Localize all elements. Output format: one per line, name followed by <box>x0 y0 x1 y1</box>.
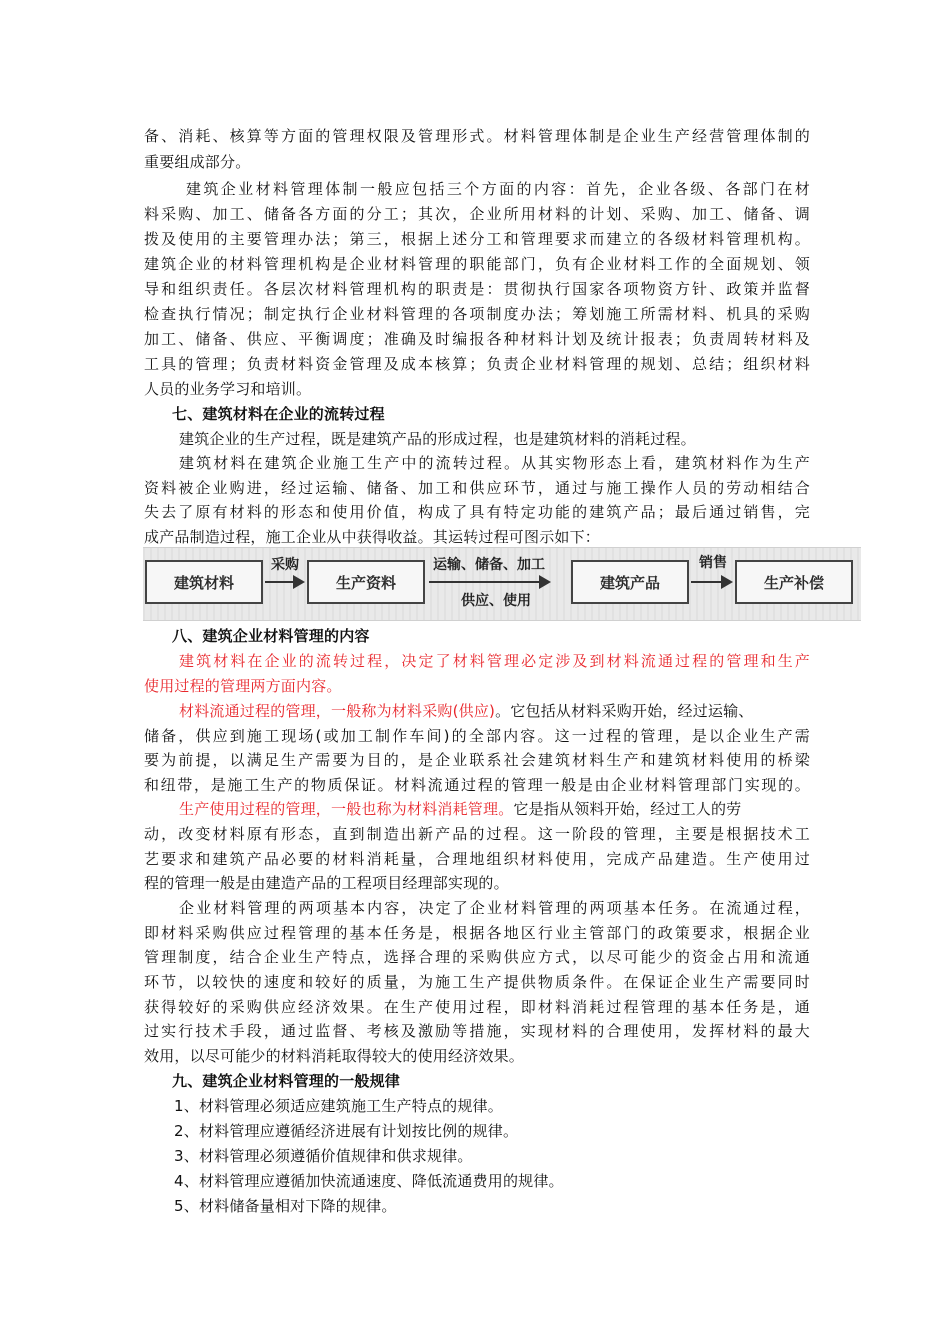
text-line: 重要组成部分。 <box>144 153 251 171</box>
text-line: 资料被企业购进，经过运输、储备、加工和供应环节，通过与施工操作人员的劳动相结合 <box>144 479 810 497</box>
text-line <box>179 800 810 819</box>
text-line: 环节，以较快的速度和较好的质量，为施工生产提供物质条件。在保证企业生产需要同时 <box>144 973 810 991</box>
text-line: 效用，以尽可能少的材料消耗取得较大的使用经济效果。 <box>144 1047 525 1065</box>
text-line: 建筑材料在企业的流转过程，决定了材料管理必定涉及到材料流通过程的管理和生产 <box>179 652 810 670</box>
text-line: 工具的管理；负责材料资金管理及成本核算；负责企业材料管理的规划、总结；组织材料 <box>144 355 810 373</box>
flow-label-transport: 运输、储备、加工 <box>433 557 545 573</box>
text-line: 导和组织责任。各层次材料管理机构的职责是：贯彻执行国家各项物资方针、政策并监督 <box>144 280 810 298</box>
highlight-text: 材料流通过程的管理，一般称为材料采购(供应) <box>179 702 496 720</box>
flow-label-sales: 销售 <box>699 555 727 571</box>
highlight-text: 生产使用过程的管理，一般也称为材料消耗管理。 <box>179 800 514 818</box>
text-line: 建筑材料在建筑企业施工生产中的流转过程。从其实物形态上看，建筑材料作为生产 <box>179 454 810 472</box>
flow-arrow-icon <box>429 581 549 583</box>
list-item: 4、材料管理应遵循加快流通速度、降低流通费用的规律。 <box>174 1172 564 1190</box>
text-line: 建筑企业材料管理体制一般应包括三个方面的内容：首先，企业各级、各部门在材 <box>186 180 810 198</box>
flow-box-production-compensation: 生产补偿 <box>735 560 853 604</box>
list-item: 5、材料储备量相对下降的规律。 <box>174 1197 397 1215</box>
flow-label-purchase: 采购 <box>271 557 299 573</box>
text-line: 检查执行情况；制定执行企业材料管理的各项制度办法；筹划施工所需材料、机具的采购 <box>144 305 810 323</box>
text-line: 获得较好的采购供应经济效果。在生产使用过程，即材料消耗过程管理的基本任务是，通 <box>144 998 810 1016</box>
text-line: 建筑企业的材料管理机构是企业材料管理的职能部门，负有企业材料工作的全面规划、领 <box>144 255 810 273</box>
text-line: 备、消耗、核算等方面的管理权限及管理形式。材料管理体制是企业生产经营管理体制的 <box>144 127 810 145</box>
text-line: 动，改变材料原有形态，直到制造出新产品的过程。这一阶段的管理，主要是根据技术工 <box>144 825 810 843</box>
text-line: 储备，供应到施工现场(或加工制作车间)的全部内容。这一过程的管理，是以企业生产需 <box>144 727 810 745</box>
text-line: 要为前提，以满足生产需要为目的，是企业联系社会建筑材料生产和建筑材料使用的桥梁 <box>144 751 810 769</box>
section-heading: 九、建筑企业材料管理的一般规律 <box>172 1072 401 1090</box>
text-line: 成产品制造过程，施工企业从中获得收益。其运转过程可图示如下： <box>144 528 601 546</box>
text-line: 人员的业务学习和培训。 <box>144 380 312 398</box>
text-line: 企业材料管理的两项基本内容，决定了企业材料管理的两项基本任务。在流通过程， <box>179 899 810 917</box>
text-line: 即材料采购供应过程管理的基本任务是，根据各地区行业主管部门的政策要求，根据企业 <box>144 924 810 942</box>
flow-box-production-materials: 生产资料 <box>307 560 425 604</box>
flow-box-building-materials: 建筑材料 <box>145 560 263 604</box>
flow-box-building-products: 建筑产品 <box>571 560 689 604</box>
section-heading: 七、建筑材料在企业的流转过程 <box>172 405 385 423</box>
text-line: 管理制度，结合企业生产特点，选择合理的采购供应方式，以尽可能少的资金占用和流通 <box>144 948 810 966</box>
flow-arrow-icon <box>265 581 303 583</box>
list-item: 1、材料管理必须适应建筑施工生产特点的规律。 <box>174 1097 503 1115</box>
text-line: 料采购、加工、储备各方面的分工；其次，企业所用材料的计划、采购、加工、储备、调 <box>144 205 810 223</box>
section-heading: 八、建筑企业材料管理的内容 <box>172 627 370 645</box>
text-line: 加工、储备、供应、平衡调度；准确及时编报各种材料计划及统计报表；负责周转材料及 <box>144 330 810 348</box>
text-span: 。它包括从材料采购开始，经过运输、 <box>495 702 754 720</box>
list-item: 2、材料管理应遵循经济进展有计划按比例的规律。 <box>174 1122 519 1140</box>
text-line: 程的管理一般是由建造产品的工程项目经理部实现的。 <box>144 874 509 892</box>
text-line: 过实行技术手段，通过监督、考核及激励等措施，实现材料的合理使用，发挥材料的最大 <box>144 1022 810 1040</box>
text-line: 拨及使用的主要管理办法；第三，根据上述分工和管理要求而建立的各级材料管理机构。 <box>144 230 810 248</box>
text-line <box>179 702 810 721</box>
text-line: 失去了原有材料的形态和使用价值，构成了具有特定功能的建筑产品；最后通过销售，完 <box>144 503 810 521</box>
text-line: 使用过程的管理两方面内容。 <box>144 677 342 695</box>
text-line: 和纽带，是施工生产的物质保证。材料流通过程的管理一般是由企业材料管理部门实现的。 <box>144 776 810 794</box>
material-flow-diagram <box>143 547 861 621</box>
flow-arrow-icon <box>691 581 731 583</box>
text-line: 建筑企业的生产过程，既是建筑产品的形成过程，也是建筑材料的消耗过程。 <box>179 430 696 448</box>
flow-label-supply: 供应、使用 <box>461 593 531 609</box>
text-line: 艺要求和建筑产品必要的材料消耗量，合理地组织材料使用，完成产品建造。生产使用过 <box>144 850 810 868</box>
list-item: 3、材料管理必须遵循价值规律和供求规律。 <box>174 1147 473 1165</box>
text-span: 它是指从领料开始，经过工人的劳 <box>513 800 742 818</box>
